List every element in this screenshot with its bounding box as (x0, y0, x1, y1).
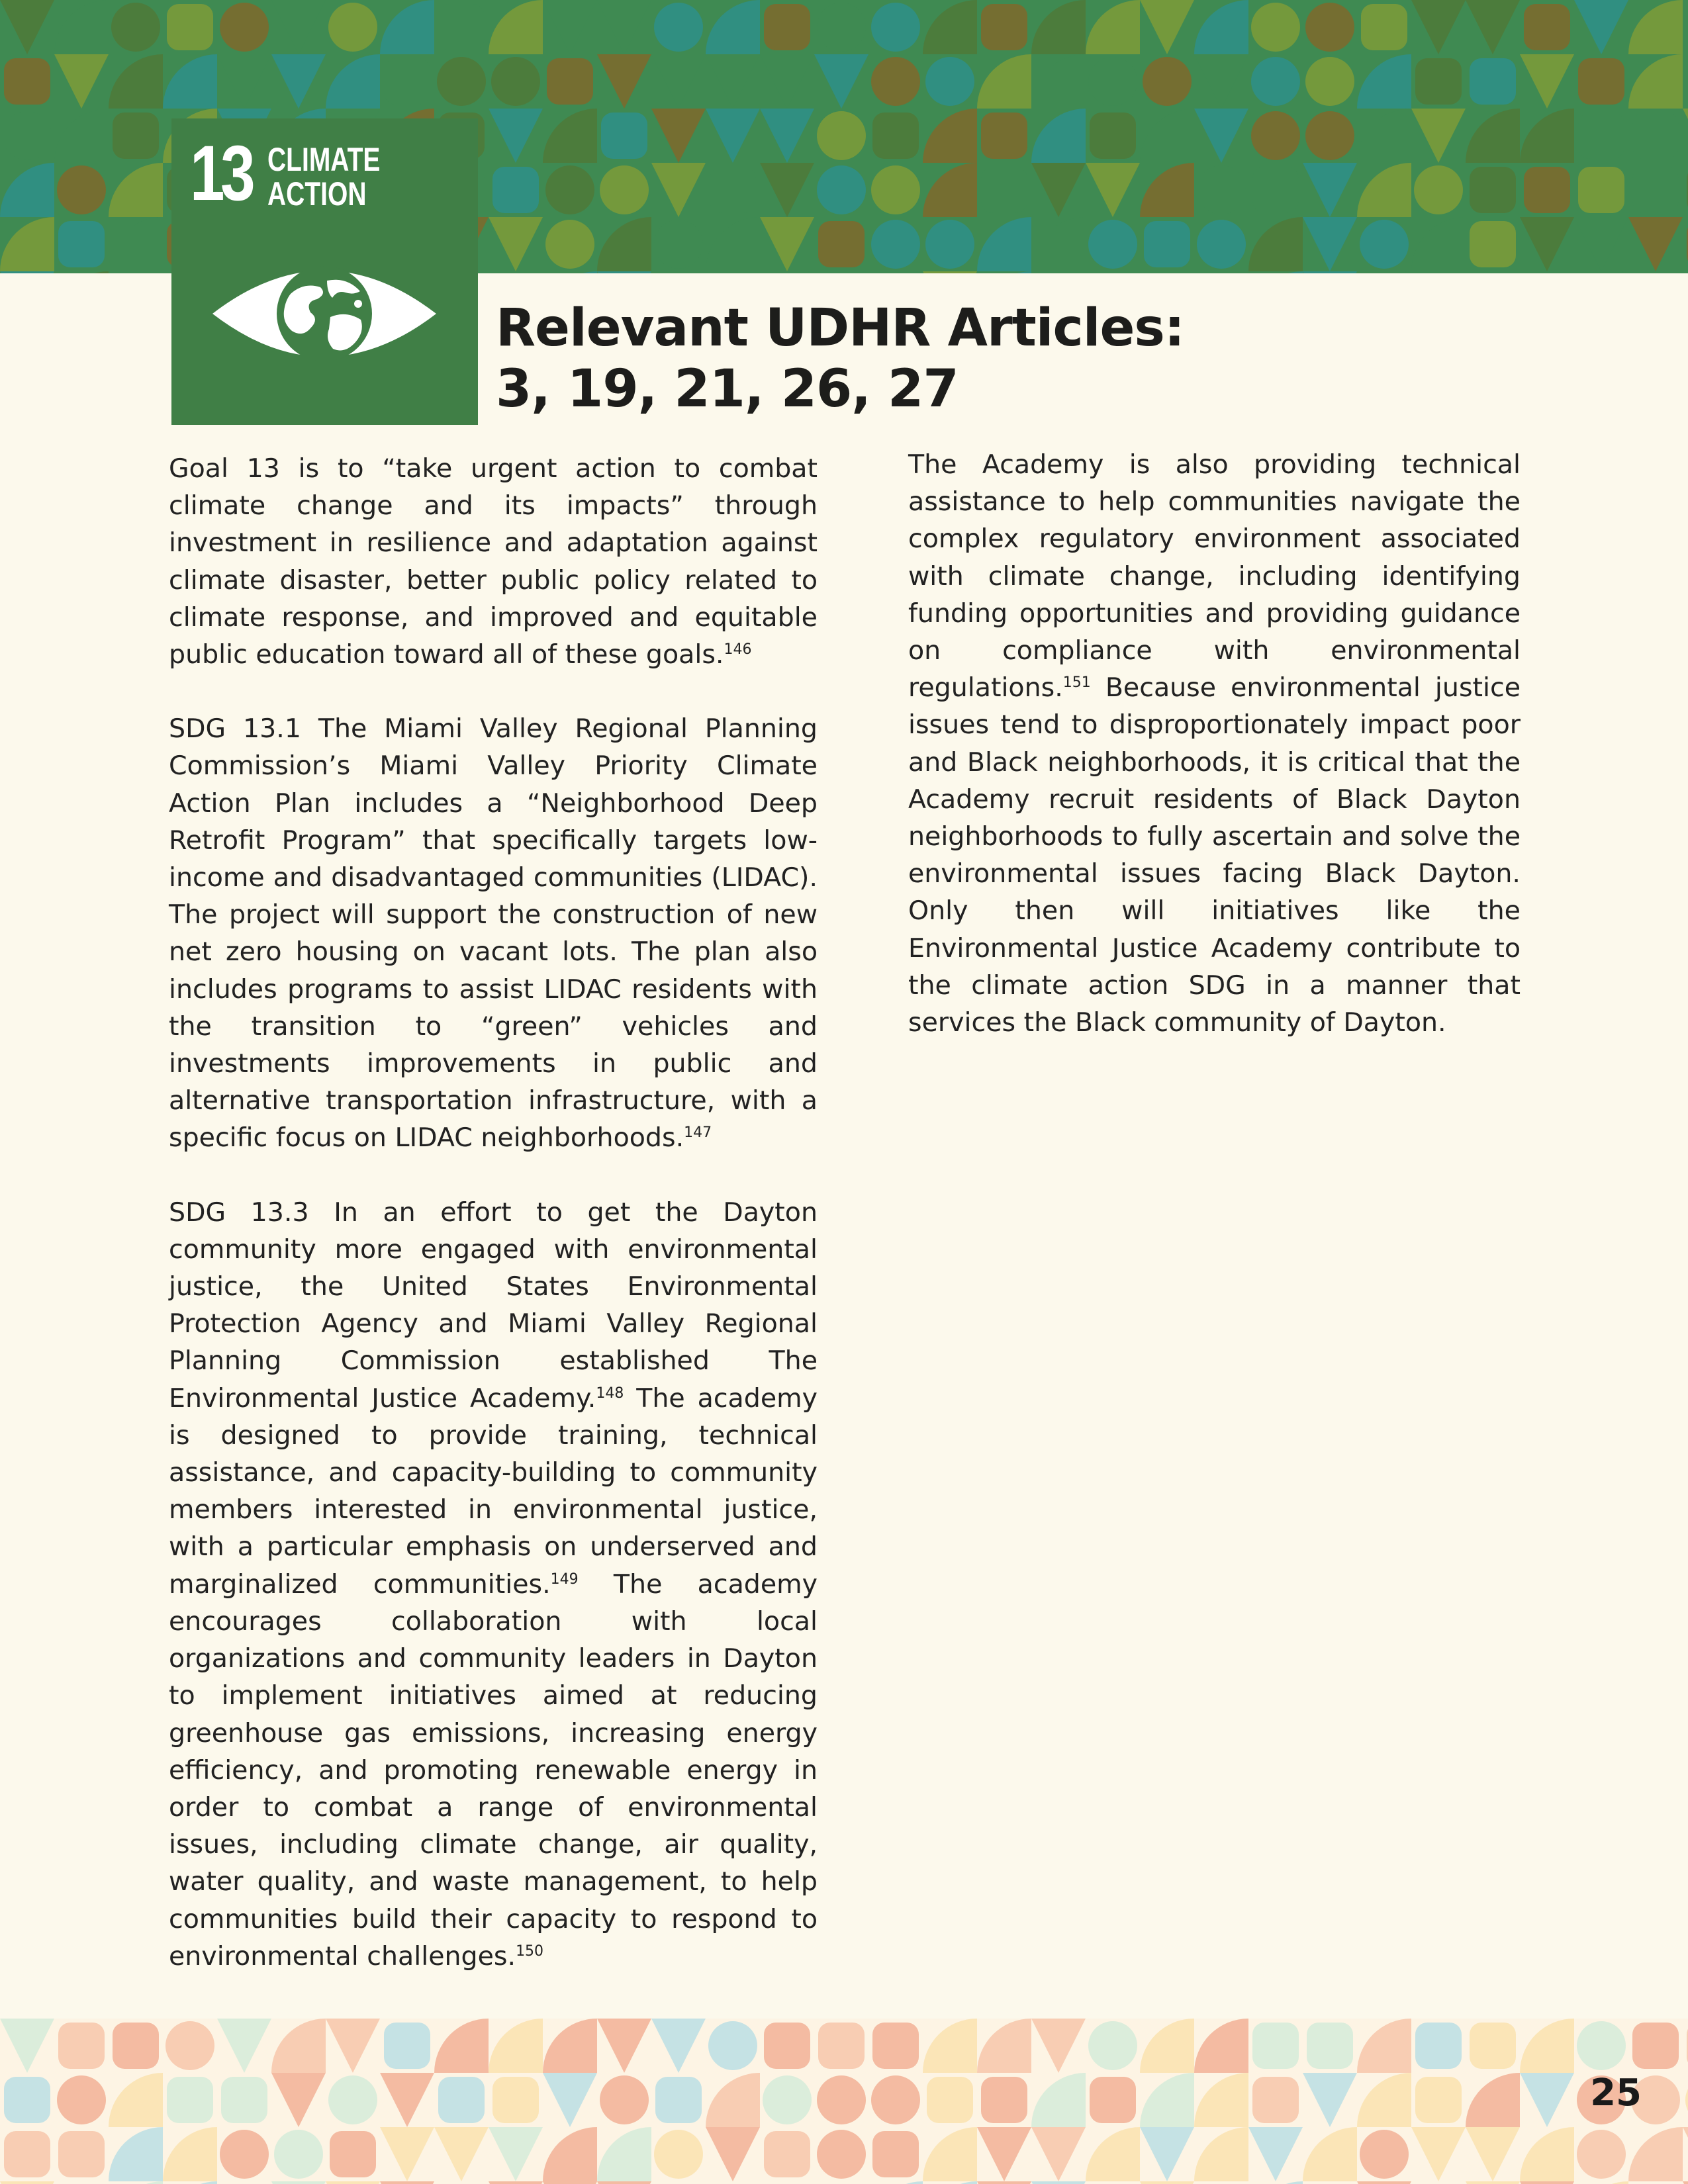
pattern-shape (109, 217, 163, 271)
pattern-shape (1578, 58, 1624, 105)
paragraph-academy (908, 446, 1521, 1041)
pattern-shape (1194, 2073, 1248, 2127)
pattern-shape (1031, 2073, 1086, 2127)
pattern-shape (57, 2075, 106, 2124)
pattern-shape (1578, 167, 1624, 213)
pattern-shape (1194, 0, 1248, 54)
paragraph-goal-13 (169, 450, 818, 673)
pattern-shape (167, 4, 213, 50)
pattern-shape (165, 2021, 214, 2070)
pattern-shape (271, 0, 326, 54)
pattern-shape (977, 2181, 1031, 2184)
pattern-shape (925, 220, 974, 269)
pattern-shape (1628, 0, 1683, 54)
pattern-shape (489, 109, 543, 163)
pattern-shape (597, 54, 651, 109)
sdg-title-line2: ACTION (267, 175, 367, 212)
pattern-shape (871, 3, 920, 52)
pattern-shape (543, 2127, 597, 2181)
pattern-shape (1194, 2127, 1248, 2181)
pattern-shape (1360, 2130, 1409, 2179)
pattern-shape (1466, 109, 1520, 163)
pattern-shape (1197, 220, 1246, 269)
pattern-shape (54, 271, 109, 273)
pattern-shape (1248, 271, 1303, 273)
pattern-shape (491, 57, 540, 106)
paragraph-text: Goal 13 is to “take urgent action to combat climate change and its impacts” through investment in resilience and adaptation against climate disaster, better public policy related to climate response, and improved and equitable public education toward all of these goals. (169, 453, 818, 670)
pattern-shape (163, 2127, 217, 2181)
pattern-shape (492, 167, 539, 213)
pattern-shape (111, 3, 160, 52)
page-heading (496, 298, 1224, 420)
pattern-shape (977, 54, 1031, 109)
pattern-shape (1251, 57, 1300, 106)
pattern-shape (438, 2077, 485, 2123)
paragraph-sdg-13-1 (169, 710, 818, 1156)
pattern-shape (706, 217, 760, 271)
pattern-shape (651, 54, 706, 109)
pattern-shape (1411, 217, 1466, 271)
pattern-shape (1357, 2019, 1411, 2073)
pattern-shape (1251, 3, 1300, 52)
pattern-shape (543, 2181, 597, 2184)
pattern-shape (1252, 167, 1299, 213)
pattern-shape (1357, 2073, 1411, 2127)
pattern-shape (1574, 217, 1628, 271)
paragraph-text: Because environmental justice issues tend to disproportionately impact poor and Black neighborhoods, it is critical that the Academy recruit residents of Black Dayton neighborhoods to fully ascertain and solve the environmental issues facing Black Dayton. Only then will initiatives like the Environmental Justice Academy contribute to the climate action SDG in a manner that services the Black community of Dayton. (908, 672, 1521, 1038)
pattern-shape (1031, 0, 1086, 54)
pattern-shape (1140, 163, 1194, 217)
pattern-shape (1140, 2019, 1194, 2073)
pattern-shape (220, 2130, 269, 2179)
pattern-shape (1088, 2021, 1137, 2070)
pattern-shape (326, 54, 380, 109)
pattern-shape (651, 163, 706, 217)
pattern-shape (871, 165, 920, 214)
pattern-shape (1470, 221, 1516, 267)
pattern-shape (706, 2127, 760, 2181)
pattern-shape (1248, 2127, 1303, 2181)
eye-globe-icon (211, 254, 438, 373)
pattern-shape (543, 0, 597, 54)
pattern-shape (1357, 163, 1411, 217)
pattern-shape (1520, 2127, 1574, 2181)
pattern-shape (1031, 217, 1086, 271)
pattern-shape (706, 54, 760, 109)
pattern-shape (1031, 2127, 1086, 2181)
pattern-shape (817, 111, 866, 160)
pattern-shape (326, 2019, 380, 2073)
pattern-shape (380, 2127, 434, 2181)
sdg-13-badge (171, 118, 478, 425)
pattern-shape (1307, 2023, 1353, 2069)
pattern-shape (437, 57, 486, 106)
pattern-shape (1415, 58, 1462, 105)
pattern-shape (923, 163, 977, 217)
pattern-shape (706, 2073, 760, 2127)
pattern-shape (817, 165, 866, 214)
right-column (908, 446, 1521, 1041)
pattern-shape (651, 2019, 706, 2073)
pattern-shape (1574, 0, 1628, 54)
pattern-shape (1360, 220, 1409, 269)
pattern-shape (1470, 2023, 1516, 2069)
pattern-shape (1577, 2130, 1626, 2179)
pattern-shape (1194, 2019, 1248, 2073)
pattern-shape (818, 221, 865, 267)
paragraph-text: The Academy is also providing technical assistance to help communities navigate the complex regulatory environment associated with climate change, including identifying funding opportunities and providing guidance on compliance with environmental regulations. (908, 449, 1521, 704)
pattern-shape (380, 0, 434, 54)
pattern-shape (1628, 217, 1683, 271)
pattern-shape (1574, 271, 1628, 273)
pattern-shape (923, 271, 977, 273)
pattern-shape (1683, 2181, 1688, 2184)
pattern-shape (380, 2181, 434, 2184)
pattern-shape (1357, 2181, 1411, 2184)
pattern-shape (1088, 220, 1137, 269)
pattern-shape (981, 113, 1027, 159)
pattern-shape (543, 2019, 597, 2073)
pattern-shape (489, 2181, 543, 2184)
pattern-shape (0, 2019, 54, 2073)
pattern-shape (1357, 54, 1411, 109)
page-number: 25 (1590, 2071, 1642, 2115)
pattern-shape (814, 54, 868, 109)
pattern-shape (1303, 2073, 1357, 2127)
pattern-shape (654, 220, 703, 269)
pattern-shape (167, 2077, 213, 2123)
pattern-shape (1086, 0, 1140, 54)
pattern-shape (764, 2023, 810, 2069)
pattern-shape (710, 167, 756, 213)
pattern-shape (871, 57, 920, 106)
pattern-shape (597, 2019, 651, 2073)
paragraph-text: SDG 13.1 The Miami Valley Regional Planning Commission’s Miami Valley Priority Climate Action Plan includes a “Neighborhood Deep Retrofit Program” that specifically targets low-income and disadvantaged communities (LIDAC). The project will support the construction of new net zero housing on vacant lots. The plan also includes programs to assist LIDAC residents with the transition to “green” vehicles and investments improvements in public and alternative transportation infrastructure, with a specific focus on LIDAC neighborhoods. (169, 713, 818, 1154)
pattern-shape (328, 2075, 377, 2124)
pattern-shape (1414, 165, 1463, 214)
pattern-shape (1090, 113, 1136, 159)
pattern-shape (330, 2131, 376, 2177)
pattern-shape (0, 0, 54, 54)
pattern-shape (489, 2127, 543, 2181)
pattern-shape (872, 2023, 919, 2069)
pattern-shape (597, 0, 651, 54)
pattern-shape (708, 2021, 757, 2070)
pattern-shape (109, 2073, 163, 2127)
pattern-shape (981, 2077, 1027, 2123)
paragraph-text: The academy is designed to provide training, technical assistance, and capacity-building to community members interested in environmental justice, with a particular emphasis on underserved and marginalized communities. (169, 1383, 818, 1600)
pattern-shape (817, 3, 866, 52)
pattern-shape (438, 4, 485, 50)
pattern-shape (384, 58, 430, 105)
pattern-shape (706, 109, 760, 163)
pattern-shape (651, 271, 706, 273)
pattern-shape (109, 54, 163, 109)
pattern-shape (1031, 109, 1086, 163)
pattern-shape (434, 2019, 489, 2073)
pattern-shape (871, 2075, 920, 2124)
pattern-shape (271, 2019, 326, 2073)
paragraph-text: The academy encourages collaboration with local organizations and community leaders in Dayton to implement initiatives aimed at reducing greenhouse gas emissions, increasing energy efficiency, and promoting renewable energy in order to combat a range of environmental issues, including climate change, air quality, water quality, and waste management, to help communities build their capacity to respond to environmental challenges. (169, 1569, 818, 1972)
pattern-shape (977, 2127, 1031, 2181)
pattern-shape (1520, 2019, 1574, 2073)
pattern-shape (109, 163, 163, 217)
pattern-shape (1411, 2127, 1466, 2181)
pattern-shape (597, 217, 651, 271)
pattern-shape (600, 2075, 649, 2124)
pattern-shape (1031, 163, 1086, 217)
pattern-shape (760, 217, 814, 271)
pattern-shape (328, 3, 377, 52)
pattern-shape (1632, 113, 1679, 159)
pattern-shape (1520, 2073, 1574, 2127)
pattern-shape (1411, 109, 1466, 163)
pattern-shape (1140, 2181, 1194, 2184)
pattern-shape (1683, 2127, 1688, 2181)
pattern-shape (981, 167, 1027, 213)
pattern-shape (597, 2127, 651, 2181)
sdg-number: 13 (190, 130, 252, 217)
pattern-shape (1520, 2181, 1574, 2184)
pattern-shape (868, 2181, 923, 2184)
pattern-shape (54, 54, 109, 109)
pattern-shape (760, 54, 814, 109)
pattern-shape (1683, 54, 1688, 109)
pattern-shape (1031, 2019, 1086, 2073)
pattern-shape (597, 271, 651, 273)
pattern-shape (977, 217, 1031, 271)
pattern-shape (651, 109, 706, 163)
pattern-shape (1031, 2181, 1086, 2184)
pattern-shape (1683, 0, 1688, 54)
pattern-shape (597, 2181, 651, 2184)
footnote-ref[interactable]: 146 (724, 641, 752, 658)
pattern-shape (113, 2023, 159, 2069)
pattern-shape (760, 163, 814, 217)
pattern-shape (271, 2073, 326, 2127)
pattern-shape (543, 2073, 597, 2127)
pattern-shape (1090, 2077, 1136, 2123)
pattern-shape (977, 2019, 1031, 2073)
pattern-shape (380, 2073, 434, 2127)
pattern-shape (872, 113, 919, 159)
pattern-shape (543, 271, 597, 273)
pattern-shape (0, 2181, 54, 2184)
pattern-shape (0, 271, 54, 273)
paragraph-sdg-13-3 (169, 1194, 818, 1975)
pattern-shape (925, 57, 974, 106)
pattern-shape (763, 2075, 812, 2124)
pattern-shape (1357, 271, 1411, 273)
pattern-shape (1086, 163, 1140, 217)
pattern-shape (3, 111, 52, 160)
pattern-shape (1520, 217, 1574, 271)
pattern-shape (1303, 2127, 1357, 2181)
pattern-shape (1143, 57, 1192, 106)
pattern-shape (814, 271, 868, 273)
pattern-shape (1466, 2127, 1520, 2181)
pattern-shape (1577, 2021, 1626, 2070)
pattern-shape (654, 2130, 703, 2179)
pattern-shape (1086, 2127, 1140, 2181)
pattern-shape (977, 271, 1031, 273)
pattern-shape (1305, 3, 1354, 52)
pattern-shape (545, 165, 594, 214)
pattern-shape (163, 54, 217, 109)
pattern-shape (706, 0, 760, 54)
pattern-shape (764, 2131, 810, 2177)
pattern-shape (4, 2131, 50, 2177)
pattern-shape (1140, 2073, 1194, 2127)
pattern-shape (1140, 2127, 1194, 2181)
pattern-shape (760, 271, 814, 273)
pattern-shape (1252, 2023, 1299, 2069)
pattern-shape (109, 2181, 163, 2184)
pattern-shape (1031, 54, 1086, 109)
pattern-shape (271, 2181, 326, 2184)
geometric-pattern (0, 2019, 1688, 2184)
pattern-shape (489, 2019, 543, 2073)
pattern-shape (384, 2023, 430, 2069)
pattern-shape (1144, 221, 1190, 267)
pattern-shape (1628, 54, 1683, 109)
pattern-shape (1088, 57, 1137, 106)
pattern-shape (220, 3, 269, 52)
pattern-shape (1303, 217, 1357, 271)
pattern-shape (1466, 2181, 1520, 2184)
pattern-shape (1466, 2073, 1520, 2127)
pattern-shape (654, 3, 703, 52)
pattern-shape (217, 54, 271, 109)
pattern-shape (1466, 0, 1520, 54)
pattern-shape (1357, 109, 1411, 163)
pattern-shape (326, 2181, 380, 2184)
pattern-shape (545, 220, 594, 269)
pattern-shape (492, 2077, 539, 2123)
pattern-shape (764, 4, 810, 50)
pattern-shape (543, 109, 597, 163)
pattern-shape (1683, 109, 1688, 163)
pattern-shape (57, 165, 106, 214)
left-column (169, 450, 818, 1975)
pattern-shape (1194, 54, 1248, 109)
paragraph-text: SDG 13.3 In an effort to get the Dayton community more engaged with environmental justice, the United States Environmental Protection Agency and Miami Valley Regional Planning Commission established The Environmental Justice Academy. (169, 1197, 818, 1414)
pattern-shape (1411, 0, 1466, 54)
pattern-shape (58, 221, 105, 267)
pattern-shape (981, 4, 1027, 50)
pattern-shape (217, 2019, 271, 2073)
pattern-shape (923, 2127, 977, 2181)
pattern-shape (163, 2181, 217, 2184)
pattern-shape (923, 2181, 977, 2184)
pattern-shape (109, 2127, 163, 2181)
pattern-shape (1194, 109, 1248, 163)
pattern-shape (600, 165, 649, 214)
pattern-shape (113, 113, 159, 159)
sdg-title-line1: CLIMATE (267, 141, 381, 178)
pattern-shape (1524, 4, 1570, 50)
pattern-shape (1251, 111, 1300, 160)
pattern-shape (1305, 57, 1354, 106)
pattern-shape (817, 2130, 866, 2179)
pattern-shape (4, 58, 50, 105)
pattern-shape (1303, 163, 1357, 217)
pattern-shape (872, 2131, 919, 2177)
pattern-shape (54, 0, 109, 54)
heading-line2: 3, 19, 21, 26, 27 (496, 359, 959, 419)
pattern-shape (1361, 4, 1407, 50)
pattern-shape (871, 220, 920, 269)
pattern-shape (58, 2131, 105, 2177)
pattern-shape (1415, 2023, 1462, 2069)
heading-line1: Relevant UDHR Articles: (496, 298, 1184, 358)
pattern-shape (1252, 2077, 1299, 2123)
pattern-shape (1140, 109, 1194, 163)
pattern-shape (489, 217, 543, 271)
footnote-ref[interactable]: 151 (1062, 674, 1091, 692)
pattern-shape (927, 2077, 973, 2123)
pattern-shape (1685, 2075, 1688, 2124)
pattern-shape (760, 109, 814, 163)
pattern-shape (1248, 2181, 1303, 2184)
pattern-shape (1305, 111, 1354, 160)
pattern-shape (1470, 58, 1516, 105)
pattern-shape (1632, 2023, 1679, 2069)
pattern-shape (1520, 54, 1574, 109)
pattern-shape (4, 2077, 50, 2123)
pattern-shape (0, 217, 54, 271)
pattern-shape (1520, 109, 1574, 163)
pattern-shape (818, 2023, 865, 2069)
footnote-ref[interactable]: 148 (596, 1385, 624, 1402)
pattern-shape (1574, 2181, 1628, 2184)
footnote-ref[interactable]: 150 (516, 1942, 544, 1960)
pattern-shape (923, 0, 977, 54)
pattern-shape (923, 2019, 977, 2073)
sdg-title (267, 141, 381, 212)
pattern-shape (58, 2023, 105, 2069)
pattern-shape (923, 109, 977, 163)
pattern-shape (1197, 165, 1246, 214)
pattern-shape (1578, 113, 1624, 159)
bottom-pattern-banner (0, 2019, 1688, 2184)
pattern-shape (1632, 167, 1679, 213)
pattern-shape (1524, 167, 1570, 213)
pattern-shape (221, 2077, 267, 2123)
footnote-ref[interactable]: 149 (550, 1570, 579, 1588)
pattern-shape (601, 113, 647, 159)
pattern-shape (489, 0, 543, 54)
pattern-shape (868, 271, 923, 273)
pattern-shape (1303, 271, 1357, 273)
pattern-shape (1470, 167, 1516, 213)
pattern-shape (1248, 217, 1303, 271)
pattern-shape (817, 2075, 866, 2124)
pattern-shape (54, 109, 109, 163)
pattern-shape (274, 2130, 323, 2179)
pattern-shape (547, 58, 593, 105)
pattern-shape (434, 2127, 489, 2181)
pattern-shape (271, 54, 326, 109)
pattern-shape (1415, 2077, 1462, 2123)
pattern-shape (1628, 2127, 1683, 2181)
pattern-shape (1140, 0, 1194, 54)
pattern-shape (0, 163, 54, 217)
pattern-shape (655, 2077, 702, 2123)
footnote-ref[interactable]: 147 (684, 1124, 712, 1142)
